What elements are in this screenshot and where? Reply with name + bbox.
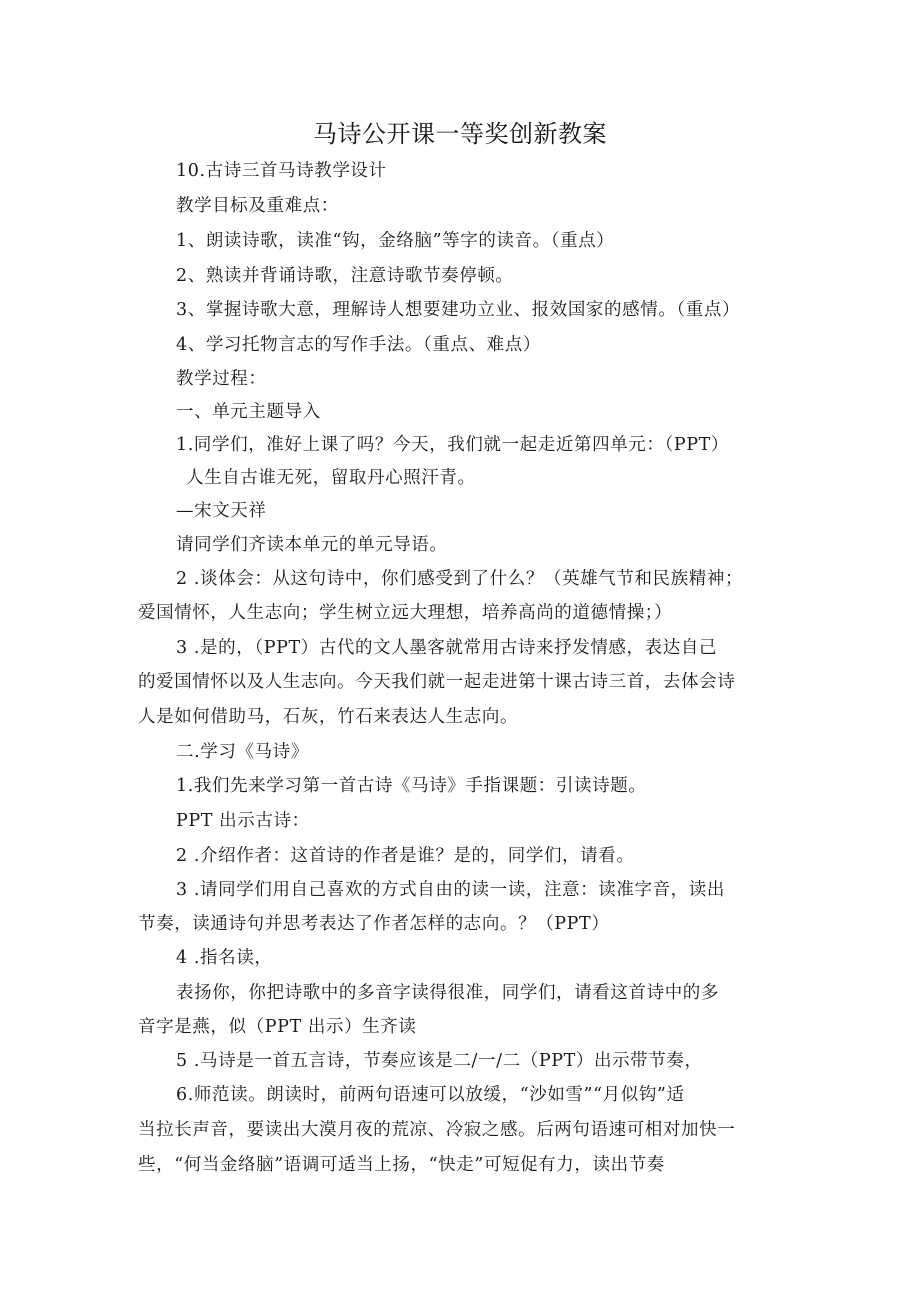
text-line: 节奏，读通诗句并思考表达了作者怎样的志向。？（PPT） [138, 914, 610, 934]
text-line: 请同学们齐读本单元的单元导语。 [176, 535, 448, 555]
text-line: 二.学习《马诗》 [176, 742, 309, 762]
text-line: 教学目标及重难点： [176, 196, 339, 216]
text-line: 1.我们先来学习第一首古诗《马诗》手指课题：引读诗题。 [176, 776, 647, 796]
text-line: 人是如何借助马，石灰，竹石来表达人生志向。 [138, 707, 519, 727]
text-line: 3 .请同学们用自己喜欢的方式自由的读一读，注意：读准字音，读出 [176, 880, 725, 900]
text-line: 人生自古谁无死，留取丹心照汗青。 [186, 468, 476, 488]
text-line: 2 .介绍作者：这首诗的作者是谁？是的，同学们，请看。 [176, 846, 635, 866]
text-line: 5 .马诗是一首五言诗，节奏应该是二/一/二（PPT）出示带节奏， [176, 1051, 703, 1071]
text-line: 表扬你，你把诗歌中的多音字读得很准，同学们，请看这首诗中的多 [176, 983, 719, 1003]
text-line: 4、学习托物言志的写作手法。（重点、难点） [176, 335, 541, 355]
text-line: 4 .指名读， [176, 948, 273, 968]
text-line: 音字是燕，似（PPT 出示）生齐读 [138, 1017, 417, 1037]
text-line: 1、朗读诗歌，读准“钩，金络脑”等字的读音。（重点） [176, 231, 615, 251]
text-line: 些，“何当金络脑”语调可适当上扬，“快走”可短促有力，读出节奏 [138, 1155, 665, 1175]
text-line: 10.古诗三首马诗教学设计 [176, 161, 387, 181]
text-line: —宋文天祥 [176, 501, 267, 521]
text-line: 3、掌握诗歌大意，理解诗人想要建功立业、报效国家的感情。（重点） [176, 300, 741, 320]
text-line: 2、熟读并背诵诗歌，注意诗歌节奏停顿。 [176, 266, 514, 286]
text-line: 1.同学们，准好上课了吗？今天，我们就一起走近第四单元：（PPT） [176, 435, 729, 455]
text-line: 的爱国情怀以及人生志向。今天我们就一起走进第十课古诗三首，去体会诗 [138, 672, 736, 692]
text-line: 爱国情怀，人生志向；学生树立远大理想，培养高尚的道德情操；） [138, 603, 673, 623]
text-line: 当拉长声音，要读出大漠月夜的荒凉、冷寂之感。后两句语速可相对加快一 [138, 1120, 736, 1140]
text-line: 3 .是的，（PPT）古代的文人墨客就常用古诗来抒发情感，表达自己 [176, 638, 718, 658]
text-line: 2 .谈体会：从这句诗中，你们感受到了什么？（英雄气节和民族精神； [176, 569, 744, 589]
text-line: 6.师范读。朗读时，前两句语速可以放缓，“沙如雪”“月似钩”适 [176, 1085, 685, 1105]
text-line: 一、单元主题导入 [176, 402, 321, 422]
document-title: 马诗公开课一等奖创新教案 [313, 120, 607, 148]
text-line: 教学过程： [176, 369, 267, 389]
text-line: PPT 出示古诗： [176, 811, 310, 831]
